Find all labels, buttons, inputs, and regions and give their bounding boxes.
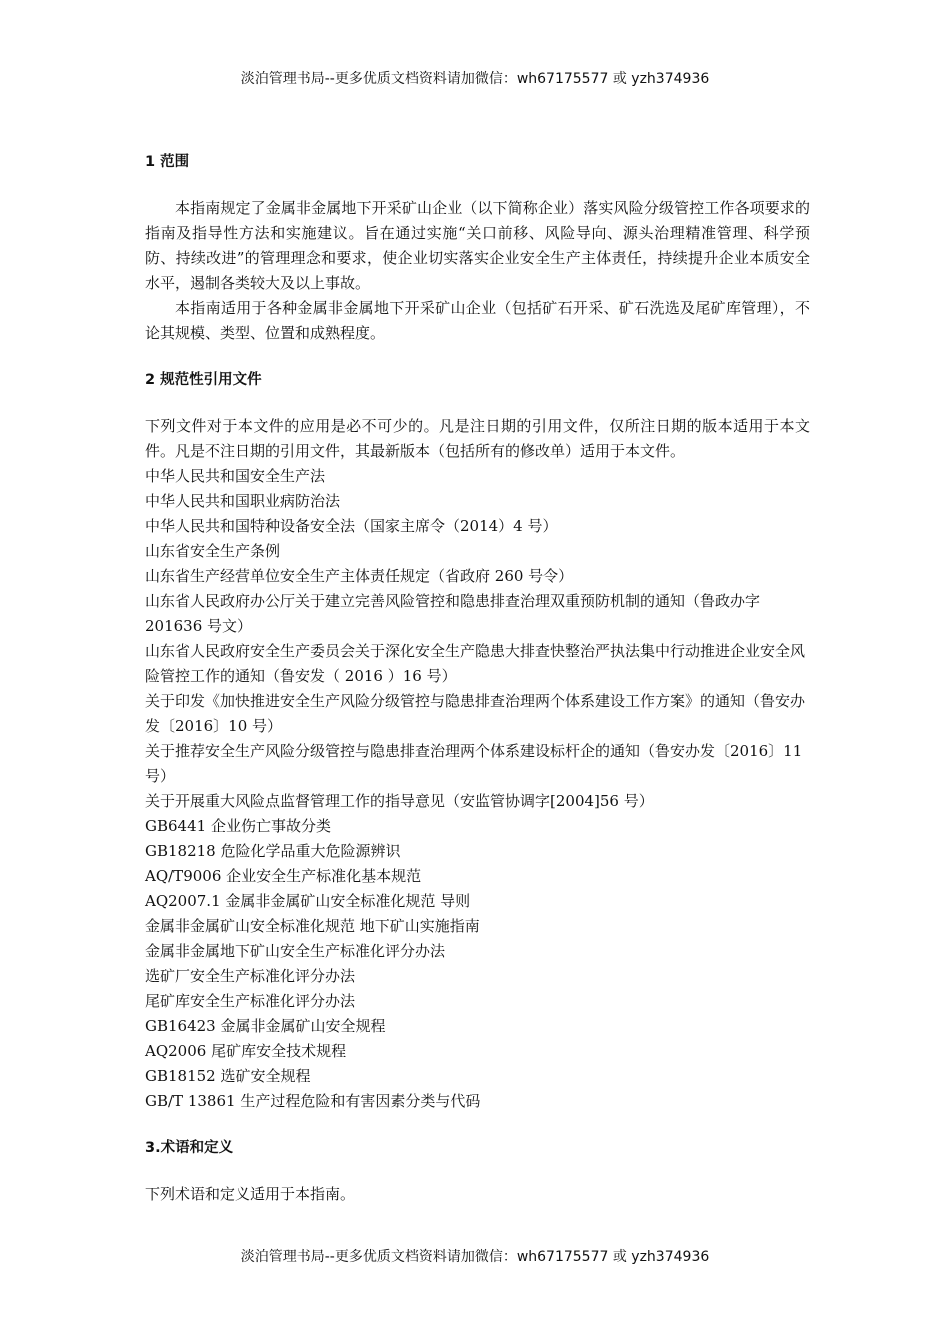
page-footer: 淡泊管理书局--更多优质文档资料请加微信：wh67175577 或 yzh374936 — [240, 1249, 710, 1265]
reference-item: 关于开展重大风险点监督管理工作的指导意见（安监管协调字[2004]56 号） — [145, 792, 654, 810]
reference-item: 关于推荐安全生产风险分级管控与隐患排查治理两个体系建设标杆企的通知（鲁安办发〔2016〕11 号） — [145, 742, 803, 785]
reference-item: AQ/T9006 企业安全生产标准化基本规范 — [145, 867, 422, 885]
reference-item: AQ2007.1 金属非金属矿山安全标准化规范 导则 — [145, 892, 471, 910]
reference-item: GB18218 危险化学品重大危险源辨识 — [145, 842, 401, 860]
reference-item: GB18152 选矿安全规程 — [145, 1067, 311, 1085]
reference-list — [145, 464, 810, 1114]
reference-item: 关于印发《加快推进安全生产风险分级管控与隐患排查治理两个体系建设工作方案》的通知（鲁安办发〔2016〕10 号） — [145, 692, 806, 735]
reference-item: 选矿厂安全生产标准化评分办法 — [145, 967, 356, 985]
reference-item: AQ2006 尾矿库安全技术规程 — [145, 1042, 347, 1060]
reference-item: 金属非金属矿山安全标准化规范 地下矿山实施指南 — [145, 917, 480, 935]
reference-item: 中华人民共和国职业病防治法 — [145, 492, 341, 510]
paragraph: 下列术语和定义适用于本指南。 — [145, 1185, 356, 1203]
reference-item: 山东省人民政府办公厅关于建立完善风险管控和隐患排查治理双重预防机制的通知（鲁政办字 201636 号文） — [145, 592, 761, 635]
document-body — [145, 150, 810, 1207]
reference-item: 尾矿库安全生产标准化评分办法 — [145, 992, 356, 1010]
reference-item: 山东省安全生产条例 — [145, 542, 281, 560]
page-header: 淡泊管理书局--更多优质文档资料请加微信：wh67175577 或 yzh374936 — [240, 71, 710, 87]
paragraph: 本指南适用于各种金属非金属地下开采矿山企业（包括矿石开采、矿石洗选及尾矿库管理），不论其规模、类型、位置和成熟程度。 — [145, 299, 810, 342]
reference-item: 中华人民共和国特种设备安全法（国家主席令（2014）4 号） — [145, 517, 558, 535]
section-heading: 2 规范性引用文件 — [145, 372, 262, 388]
reference-item: 山东省生产经营单位安全生产主体责任规定（省政府 260 号令） — [145, 567, 574, 585]
section-heading: 1 范围 — [145, 154, 190, 170]
reference-item: 山东省人民政府安全生产委员会关于深化安全生产隐患大排查快整治严执法集中行动推进企业安全风险管控工作的通知（鲁安发（ 2016 ）16 号） — [145, 642, 806, 685]
reference-item: GB/T 13861 生产过程危险和有害因素分类与代码 — [145, 1092, 481, 1110]
reference-item: 中华人民共和国安全生产法 — [145, 467, 326, 485]
reference-item: GB16423 金属非金属矿山安全规程 — [145, 1017, 386, 1035]
reference-item: GB6441 企业伤亡事故分类 — [145, 817, 331, 835]
paragraph: 本指南规定了金属非金属地下开采矿山企业（以下简称企业）落实风险分级管控工作各项要求的指南及指导性方法和实施建议。旨在通过实施“关口前移、风险导向、源头治理精准管理、科学预防、持续改进”的管理理念和要求，使企业切实落实企业安全生产主体责任，持续提升企业本质安全水平，遏制各类较大及以上事故。 — [145, 199, 810, 292]
paragraph: 下列文件对于本文件的应用是必不可少的。凡是注日期的引用文件，仅所注日期的版本适用于本文件。凡是不注日期的引用文件，其最新版本（包括所有的修改单）适用于本文件。 — [145, 417, 810, 460]
reference-item: 金属非金属地下矿山安全生产标准化评分办法 — [145, 942, 446, 960]
section-heading: 3.术语和定义 — [145, 1140, 234, 1156]
